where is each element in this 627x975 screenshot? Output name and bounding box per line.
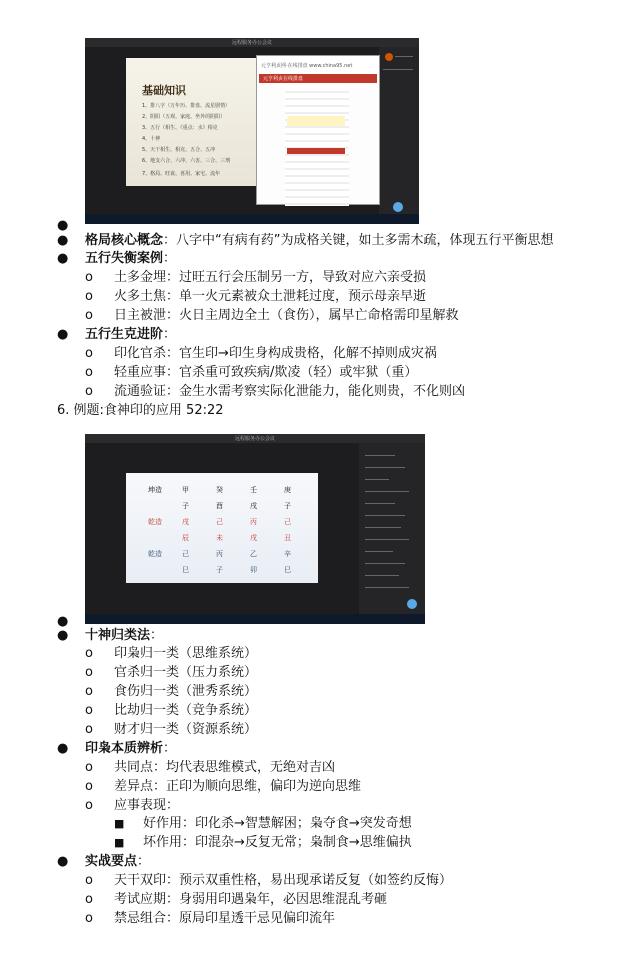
bullet-dot: ● (57, 327, 69, 342)
bazi-row: 巳 子 卯 巳 (182, 566, 291, 574)
bazi-row: 辰 未 戌 丑 (182, 534, 291, 542)
bullet-text: ： (137, 854, 151, 869)
sub-bullet-marker: o (85, 308, 93, 323)
window-titlebar (85, 38, 419, 47)
sub-bullet-marker: o (85, 665, 93, 680)
bullet-text: ： (150, 628, 164, 643)
bullet-label: 五行失衡案例 (85, 251, 164, 266)
phone-header: 元亨利贞网·在线排盘 www.china95.net (257, 56, 379, 74)
sub-bullet-marker: o (85, 646, 93, 661)
bullet-item (85, 233, 554, 249)
bullet-dot: ● (57, 251, 69, 266)
slide-line: 5、天干相生、相克、五合、五冲 (142, 147, 216, 153)
slide-bazi-example (126, 473, 318, 583)
sub-bullet: 财才归一类（资源系统） (114, 722, 258, 737)
chat-panel (359, 443, 425, 614)
bullet-item (85, 327, 176, 343)
phone-paipan-overlay (256, 55, 380, 205)
slide-basic-knowledge (126, 58, 266, 186)
sub-bullet: 官杀归一类（压力系统） (114, 665, 258, 680)
sub-bullet-marker: o (85, 722, 93, 737)
bullet-dot: ● (57, 741, 69, 756)
sub-bullet-marker: o (85, 289, 93, 304)
taskbar (85, 214, 419, 224)
subsub-bullet: 好作用：印化杀→智慧解困；枭夺食→突发奇想 (143, 816, 412, 831)
sub-bullet: 轻重应事：官杀重可致疾病/欺凌（轻）或牢狱（重） (114, 365, 418, 380)
sub-bullet: 共同点：均代表思维模式，无绝对吉凶 (114, 760, 336, 775)
sub-bullet-marker: o (85, 384, 93, 399)
sub-bullet: 比劫归一类（竞争系统） (114, 703, 258, 718)
sub-bullet-marker: o (85, 346, 93, 361)
slide-line: 7、格局、旺衰、喜用、家宅、流年 (142, 171, 221, 177)
sub-bullet: 禁忌组合：原局印星透干忌见偏印流年 (114, 911, 336, 926)
bazi-row: 坤造 甲 癸 壬 庚 (148, 486, 291, 494)
sub-bullet: 土多金埋：过旺五行会压制另一方，导致对应六亲受损 (114, 270, 427, 285)
bazi-row: 乾造 戌 己 丙 己 (148, 518, 291, 526)
sub-bullet-marker: o (85, 270, 93, 285)
slide-line: 6、地支六合、六冲、六害、三合、三刑 (142, 158, 231, 164)
bullet-text: ： (163, 327, 177, 342)
sub-bullet-marker: o (85, 760, 93, 775)
slide-line: 3、五行（相生、《重点：水》相克 (142, 125, 218, 131)
bullet-label: 十神归类法 (85, 628, 151, 643)
bullet-text: ：八字中“有病有药”为成格关键，如土多需木疏，体现五行平衡思想 (163, 233, 554, 248)
bullet-dot: ● (57, 854, 69, 869)
bullet-label: 五行生克进阶 (85, 327, 164, 342)
slide-line: 4、十神 (142, 136, 161, 142)
subsub-bullet: 坏作用：印混杂→反复无常；枭制食→思维偏执 (143, 835, 412, 850)
sub-bullet: 日主被泄：火日主周边全土（食伤），属早亡命格需印星解救 (114, 308, 459, 323)
slide-line: 2、阴阳（五观、家庭、坐外的阴阳） (142, 114, 226, 120)
paipan-grid (285, 86, 349, 206)
slide-title: 基础知识 (142, 84, 186, 97)
phone-title-bar: 元亨利贞在线排盘 (259, 74, 377, 83)
taskbar (85, 614, 425, 624)
bullet-text: ： (163, 741, 177, 756)
bullet-text: ： (163, 251, 177, 266)
bullet-item (85, 741, 176, 757)
sub-bullet: 食伤归一类（泄秀系统） (114, 684, 258, 699)
bullet-dot: ● (57, 233, 69, 248)
window-title: 远程服务办公会议 (234, 436, 276, 442)
sub-bullet-marker: o (85, 892, 93, 907)
subsub-bullet-marker: ■ (114, 836, 125, 849)
sub-bullet: 应事表现： (114, 798, 180, 813)
sub-bullet: 印枭归一类（思维系统） (114, 646, 258, 661)
sub-bullet: 天干双印：预示双重性格，易出现承诺反复（如签约反悔） (114, 873, 453, 888)
participant-panel (379, 47, 419, 214)
bullet-label: 印枭本质辨析 (85, 741, 164, 756)
window-title: 远程服务办公会议 (231, 40, 273, 46)
sub-bullet-marker: o (85, 365, 93, 380)
sub-bullet-marker: o (85, 703, 93, 718)
bullet-item (85, 628, 163, 644)
bullet-item (85, 854, 150, 870)
bazi-row: 子 酉 戌 子 (182, 502, 291, 510)
bazi-row: 乾造 己 丙 乙 辛 (148, 550, 291, 558)
window-titlebar (85, 434, 425, 443)
sub-bullet-marker: o (85, 911, 93, 926)
bullet-item (85, 251, 176, 267)
bullet-dot: ● (57, 614, 69, 629)
sub-bullet: 差异点：正印为顺向思维，偏印为逆向思维 (114, 779, 362, 794)
bullet-dot: ● (57, 628, 69, 643)
sub-bullet: 考试应期：身弱用印遇枭年，必因思维混乱考砸 (114, 892, 388, 907)
sub-bullet-marker: o (85, 873, 93, 888)
sub-bullet: 流通验证：金生水需考察实际化泄能力，能化则贵，不化则凶 (114, 384, 466, 399)
example-heading: 6. 例题:食神印的应用 52:22 (57, 403, 224, 418)
slide-line: 1、排八字（万年历、排盘、流星剧情） (142, 103, 231, 109)
sub-bullet: 印化官杀：官生印→印生身构成贵格，化解不掉则成灾祸 (114, 346, 437, 361)
sub-bullet-marker: o (85, 684, 93, 699)
bullet-dot: ● (57, 218, 69, 233)
sub-bullet: 火多土焦：单一火元素被众土泄耗过度，预示母亲早逝 (114, 289, 427, 304)
subsub-bullet-marker: ■ (114, 817, 125, 830)
sub-bullet-marker: o (85, 798, 93, 813)
bullet-label: 实战要点 (85, 854, 138, 869)
bullet-label: 格局核心概念 (85, 233, 164, 248)
sub-bullet-marker: o (85, 779, 93, 794)
